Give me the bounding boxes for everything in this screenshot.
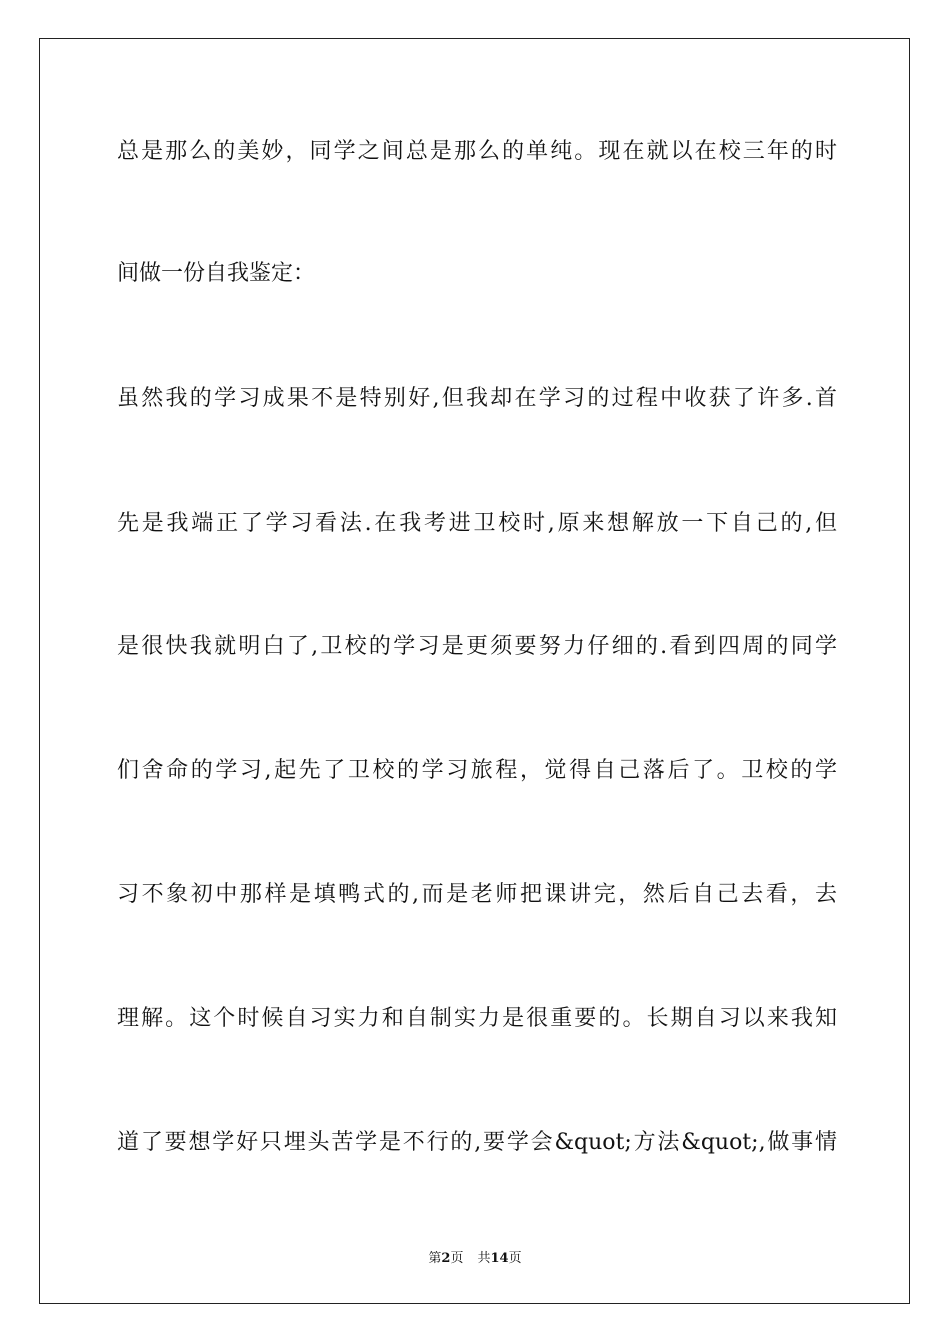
text-line-8: 理解。这个时候自习实力和自制实力是很重要的。长期自习以来我知	[117, 1006, 837, 1031]
text-line-5: 是很快我就明白了,卫校的学习是更须要努力仔细的.看到四周的同学	[117, 634, 837, 659]
text-line-7: 习不象初中那样是填鸭式的,而是老师把课讲完，然后自己去看，去	[117, 882, 837, 907]
text-line-2: 间做一份自我鉴定：	[117, 261, 316, 286]
footer-page-prefix: 第	[428, 1251, 442, 1266]
footer-page-number: 2	[441, 1251, 451, 1266]
text-line-1: 总是那么的美妙，同学之间总是那么的单纯。现在就以在校三年的时	[117, 139, 837, 164]
footer-total-number: 14	[490, 1251, 509, 1266]
text-line-6: 们舍命的学习,起先了卫校的学习旅程，觉得自己落后了。卫校的学	[117, 758, 837, 783]
footer-page-suffix: 页	[450, 1251, 464, 1266]
text-line-9: 道了要想学好只埋头苦学是不行的,要学会&quot;方法&quot;,做事情	[117, 1130, 837, 1155]
text-line-3: 虽然我的学习成果不是特别好,但我却在学习的过程中收获了许多.首	[117, 386, 837, 411]
page-footer	[0, 1247, 950, 1266]
page-border	[39, 38, 910, 1304]
text-line-4: 先是我端正了学习看法.在我考进卫校时,原来想解放一下自己的,但	[117, 511, 837, 536]
footer-total-suffix: 页	[508, 1251, 522, 1266]
footer-total-prefix: 共	[477, 1251, 491, 1266]
